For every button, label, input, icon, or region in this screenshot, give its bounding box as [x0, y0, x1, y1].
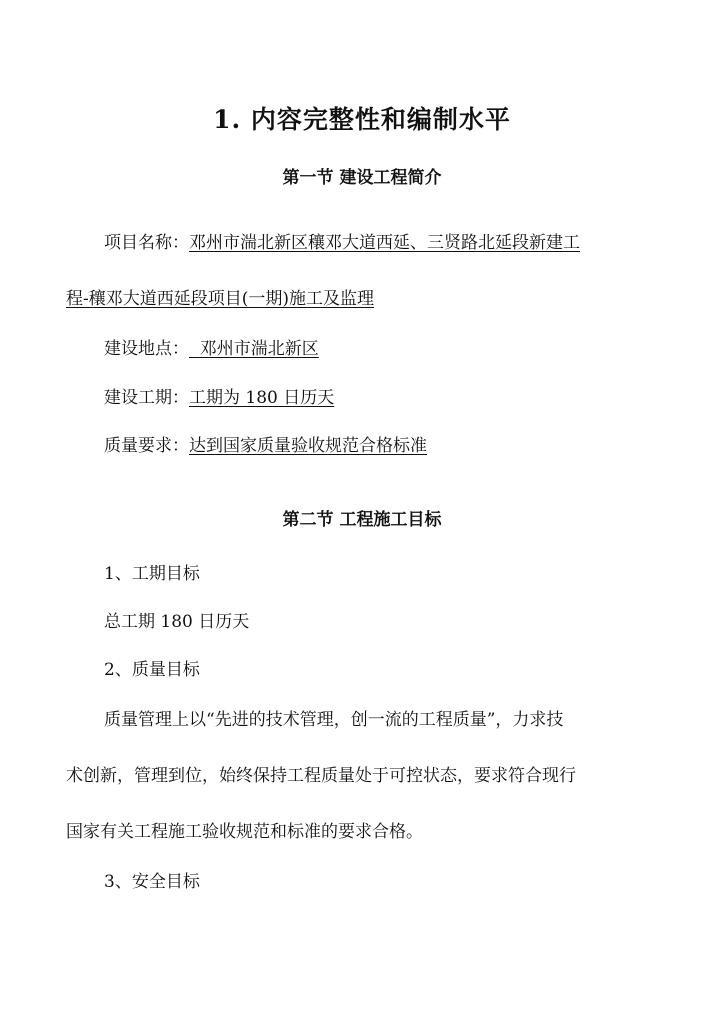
project-name-continuation — [66, 287, 374, 311]
duration-label: 建设工期： — [104, 388, 189, 408]
document-title: 1. 内容完整性和编制水平 — [213, 105, 511, 134]
location-row — [104, 337, 319, 361]
section-2-heading: 第二节 工程施工目标 — [282, 510, 442, 530]
quality-row — [104, 434, 427, 458]
goal-2-title: 2、质量目标 — [104, 660, 200, 680]
project-name-label: 项目名称： — [104, 233, 189, 253]
goal-3-title: 3、安全目标 — [104, 872, 200, 892]
quality-value: 达到国家质量验收规范合格标准 — [189, 436, 427, 456]
goal-1-title: 1、工期目标 — [104, 564, 200, 584]
project-name-value-line2: 程-穰邓大道西延段项目(一期)施工及监理 — [66, 289, 375, 309]
goal-2-paragraph-line3: 国家有关工程施工验收规范和标准的要求合格。 — [66, 822, 423, 842]
quality-label: 质量要求： — [104, 436, 189, 456]
location-value: 邓州市湍北新区 — [189, 339, 319, 359]
section-1-heading: 第一节 建设工程简介 — [282, 168, 442, 188]
project-name-row — [104, 231, 580, 255]
goal-1-text: 总工期 180 日历天 — [104, 612, 250, 632]
location-label: 建设地点： — [104, 339, 189, 359]
project-name-value-line1: 邓州市湍北新区穰邓大道西延、三贤路北延段新建工 — [189, 233, 580, 253]
goal-2-paragraph-line2: 术创新，管理到位，始终保持工程质量处于可控状态，要求符合现行 — [66, 766, 576, 786]
duration-row — [104, 386, 334, 410]
goal-2-paragraph-line1: 质量管理上以“先进的技术管理，创一流的工程质量”，力求技 — [104, 710, 564, 730]
duration-value: 工期为 180 日历天 — [189, 388, 335, 408]
